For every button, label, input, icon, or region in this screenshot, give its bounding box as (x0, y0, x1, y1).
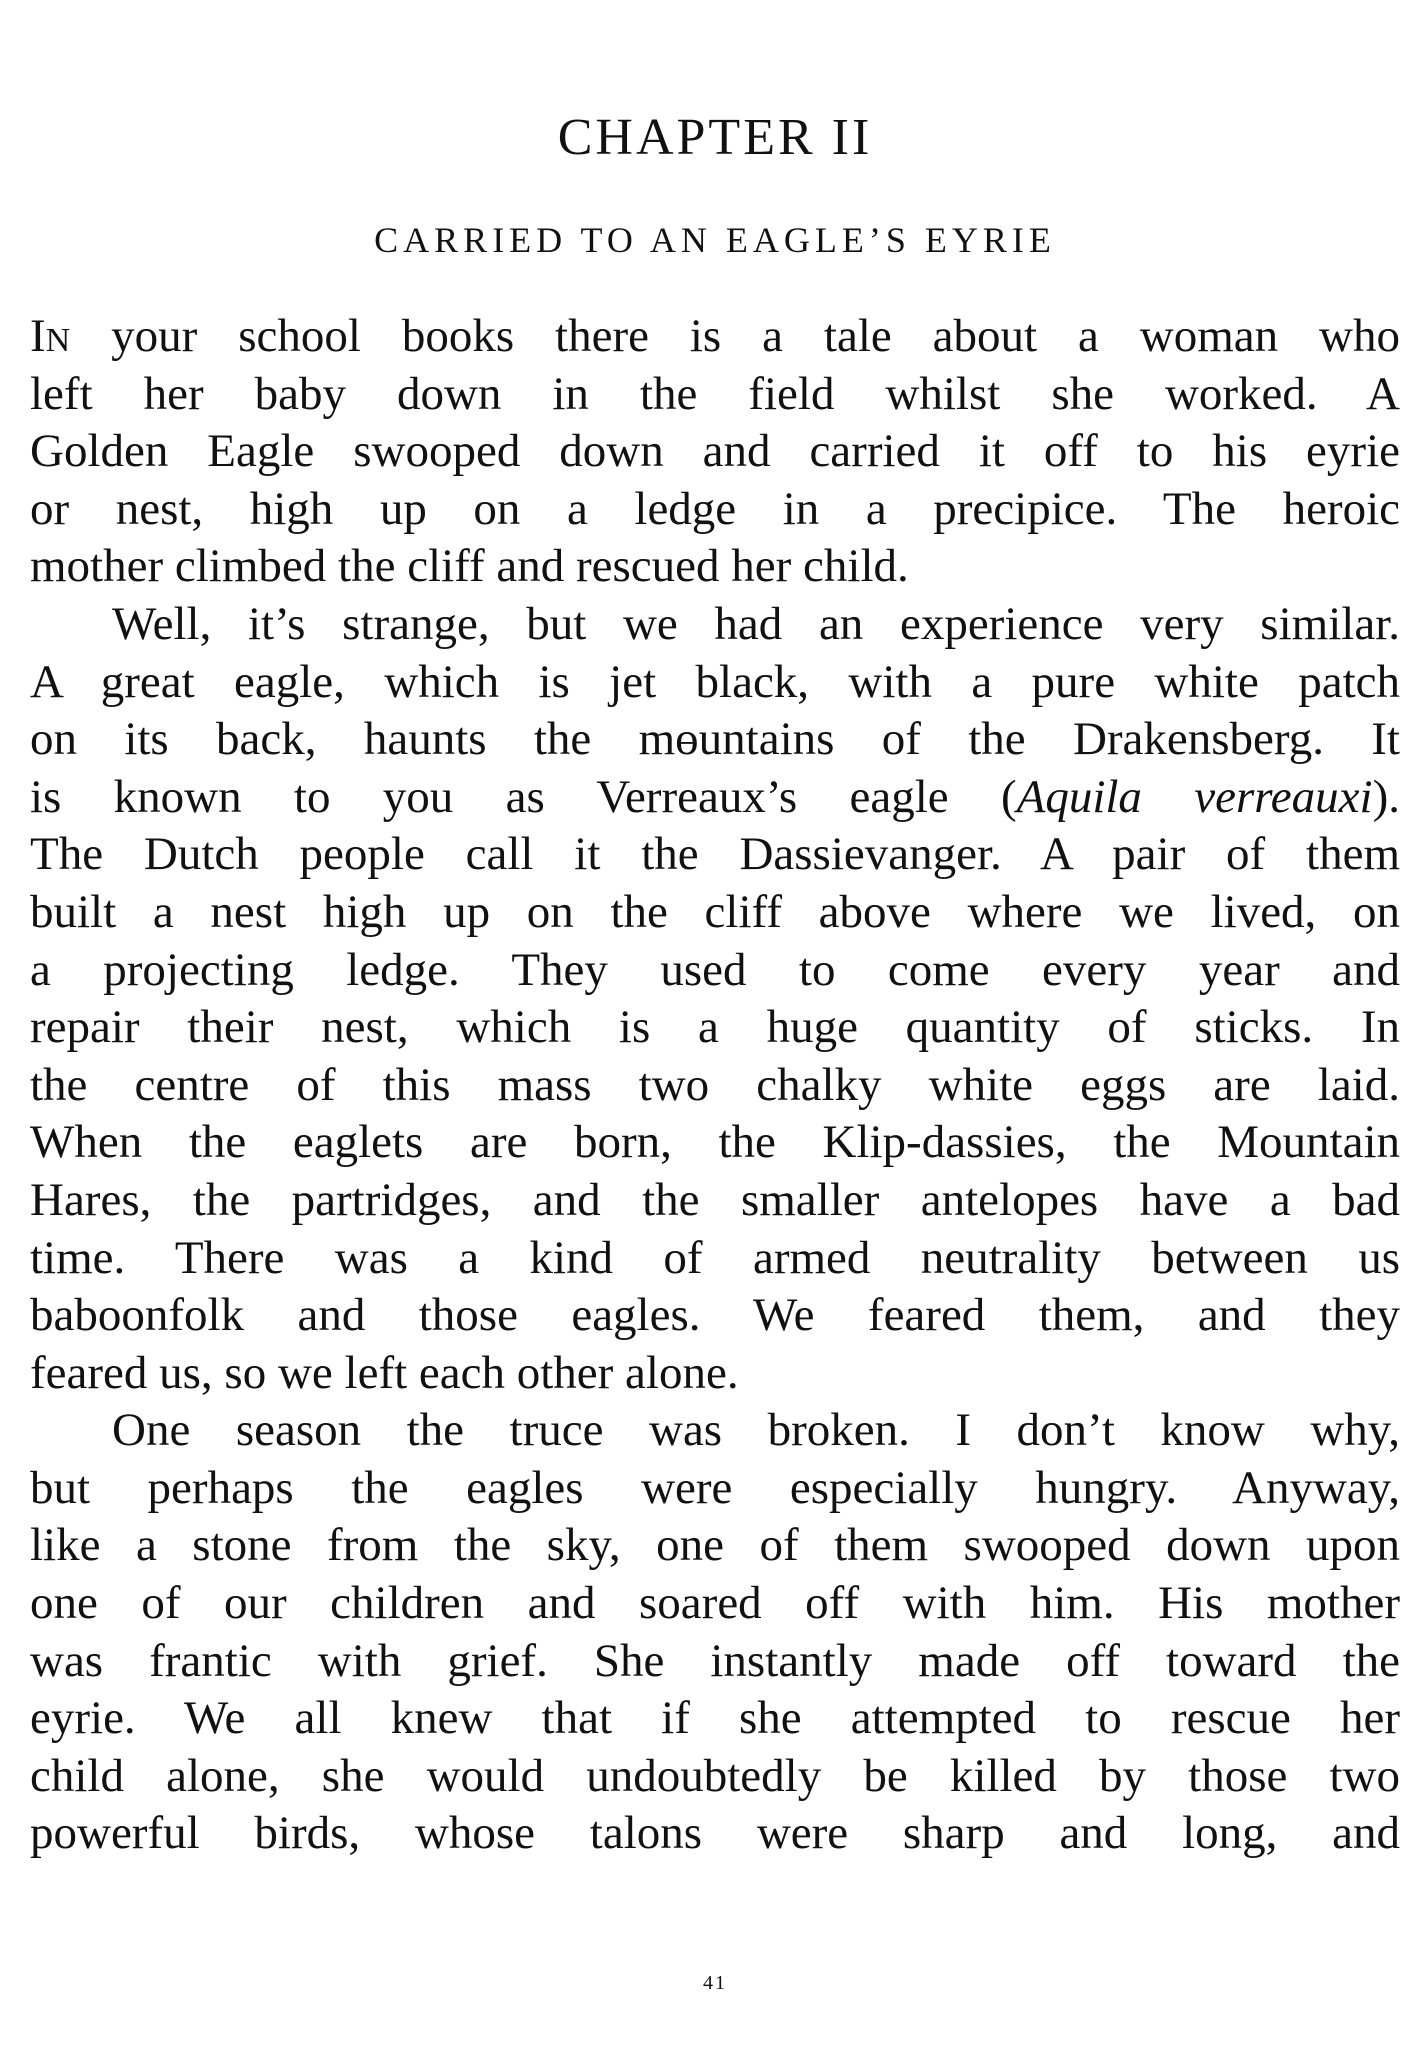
text-line: baboonfolk and those eagles. We feared them, and they (30, 1289, 1400, 1342)
species-name: Aquila verreauxi (1016, 770, 1373, 823)
chapter-title: CHAPTER II (557, 109, 873, 166)
book-page (30, 0, 1400, 2060)
text-line: or nest, high up on a ledge in a precipice. The heroic (30, 482, 1400, 535)
text-line: child alone, she would undoubtedly be killed by those two (30, 1749, 1400, 1802)
text-line: eyrie. We all knew that if she attempted to rescue her (30, 1692, 1400, 1745)
body-text (30, 308, 1400, 1863)
text-line: IN your school books there is a tale about a woman who (30, 310, 1400, 362)
text-line: When the eaglets are born, the Klip-dassies, the Mountain (30, 1116, 1400, 1169)
text-line: Well, it’s strange, but we had an experience very similar. (112, 597, 1400, 650)
drop-start-letter: I (30, 310, 46, 362)
text-line: a projecting ledge. They used to come every year and (30, 943, 1400, 996)
drop-start-smallcap: N (45, 322, 71, 359)
text-line: is known to you as Verreaux’s eagle (Aquila verreauxi). (30, 770, 1400, 823)
text-line: powerful birds, whose talons were sharp and long, and (30, 1807, 1400, 1860)
text-line: repair their nest, which is a huge quantity of sticks. In (30, 1001, 1400, 1054)
text-line: The Dutch people call it the Dassievanger. A pair of them (30, 828, 1400, 881)
chapter-subtitle: CARRIED TO AN EAGLE’S EYRIE (374, 220, 1056, 260)
page-number: 41 (703, 1972, 727, 1994)
text-line: One season the truce was broken. I don’t know why, (112, 1404, 1400, 1457)
text-line: feared us, so we left each other alone. (30, 1346, 739, 1399)
text-line: built a nest high up on the cliff above where we lived, on (30, 885, 1400, 938)
text-line: left her baby down in the field whilst she worked. A (30, 367, 1400, 420)
text-line: time. There was a kind of armed neutrality between us (30, 1231, 1400, 1284)
text-line: mother climbed the cliff and rescued her child. (30, 540, 909, 593)
text-line: the centre of this mass two chalky white eggs are laid. (30, 1058, 1400, 1111)
text-line: like a stone from the sky, one of them swooped down upon (30, 1519, 1400, 1572)
text-line: A great eagle, which is jet black, with a pure white patch (30, 655, 1400, 708)
text-line: Golden Eagle swooped down and carried it off to his eyrie (30, 425, 1400, 478)
text-line: one of our children and soared off with him. His mother (30, 1577, 1400, 1630)
text-line: but perhaps the eagles were especially hungry. Anyway, (30, 1461, 1400, 1514)
text-line: Hares, the partridges, and the smaller antelopes have a bad (30, 1173, 1400, 1226)
text-line: on its back, haunts the mɵuntains of the Drakensberg. It (30, 713, 1400, 766)
text-line: was frantic with grief. She instantly made off toward the (30, 1634, 1400, 1687)
